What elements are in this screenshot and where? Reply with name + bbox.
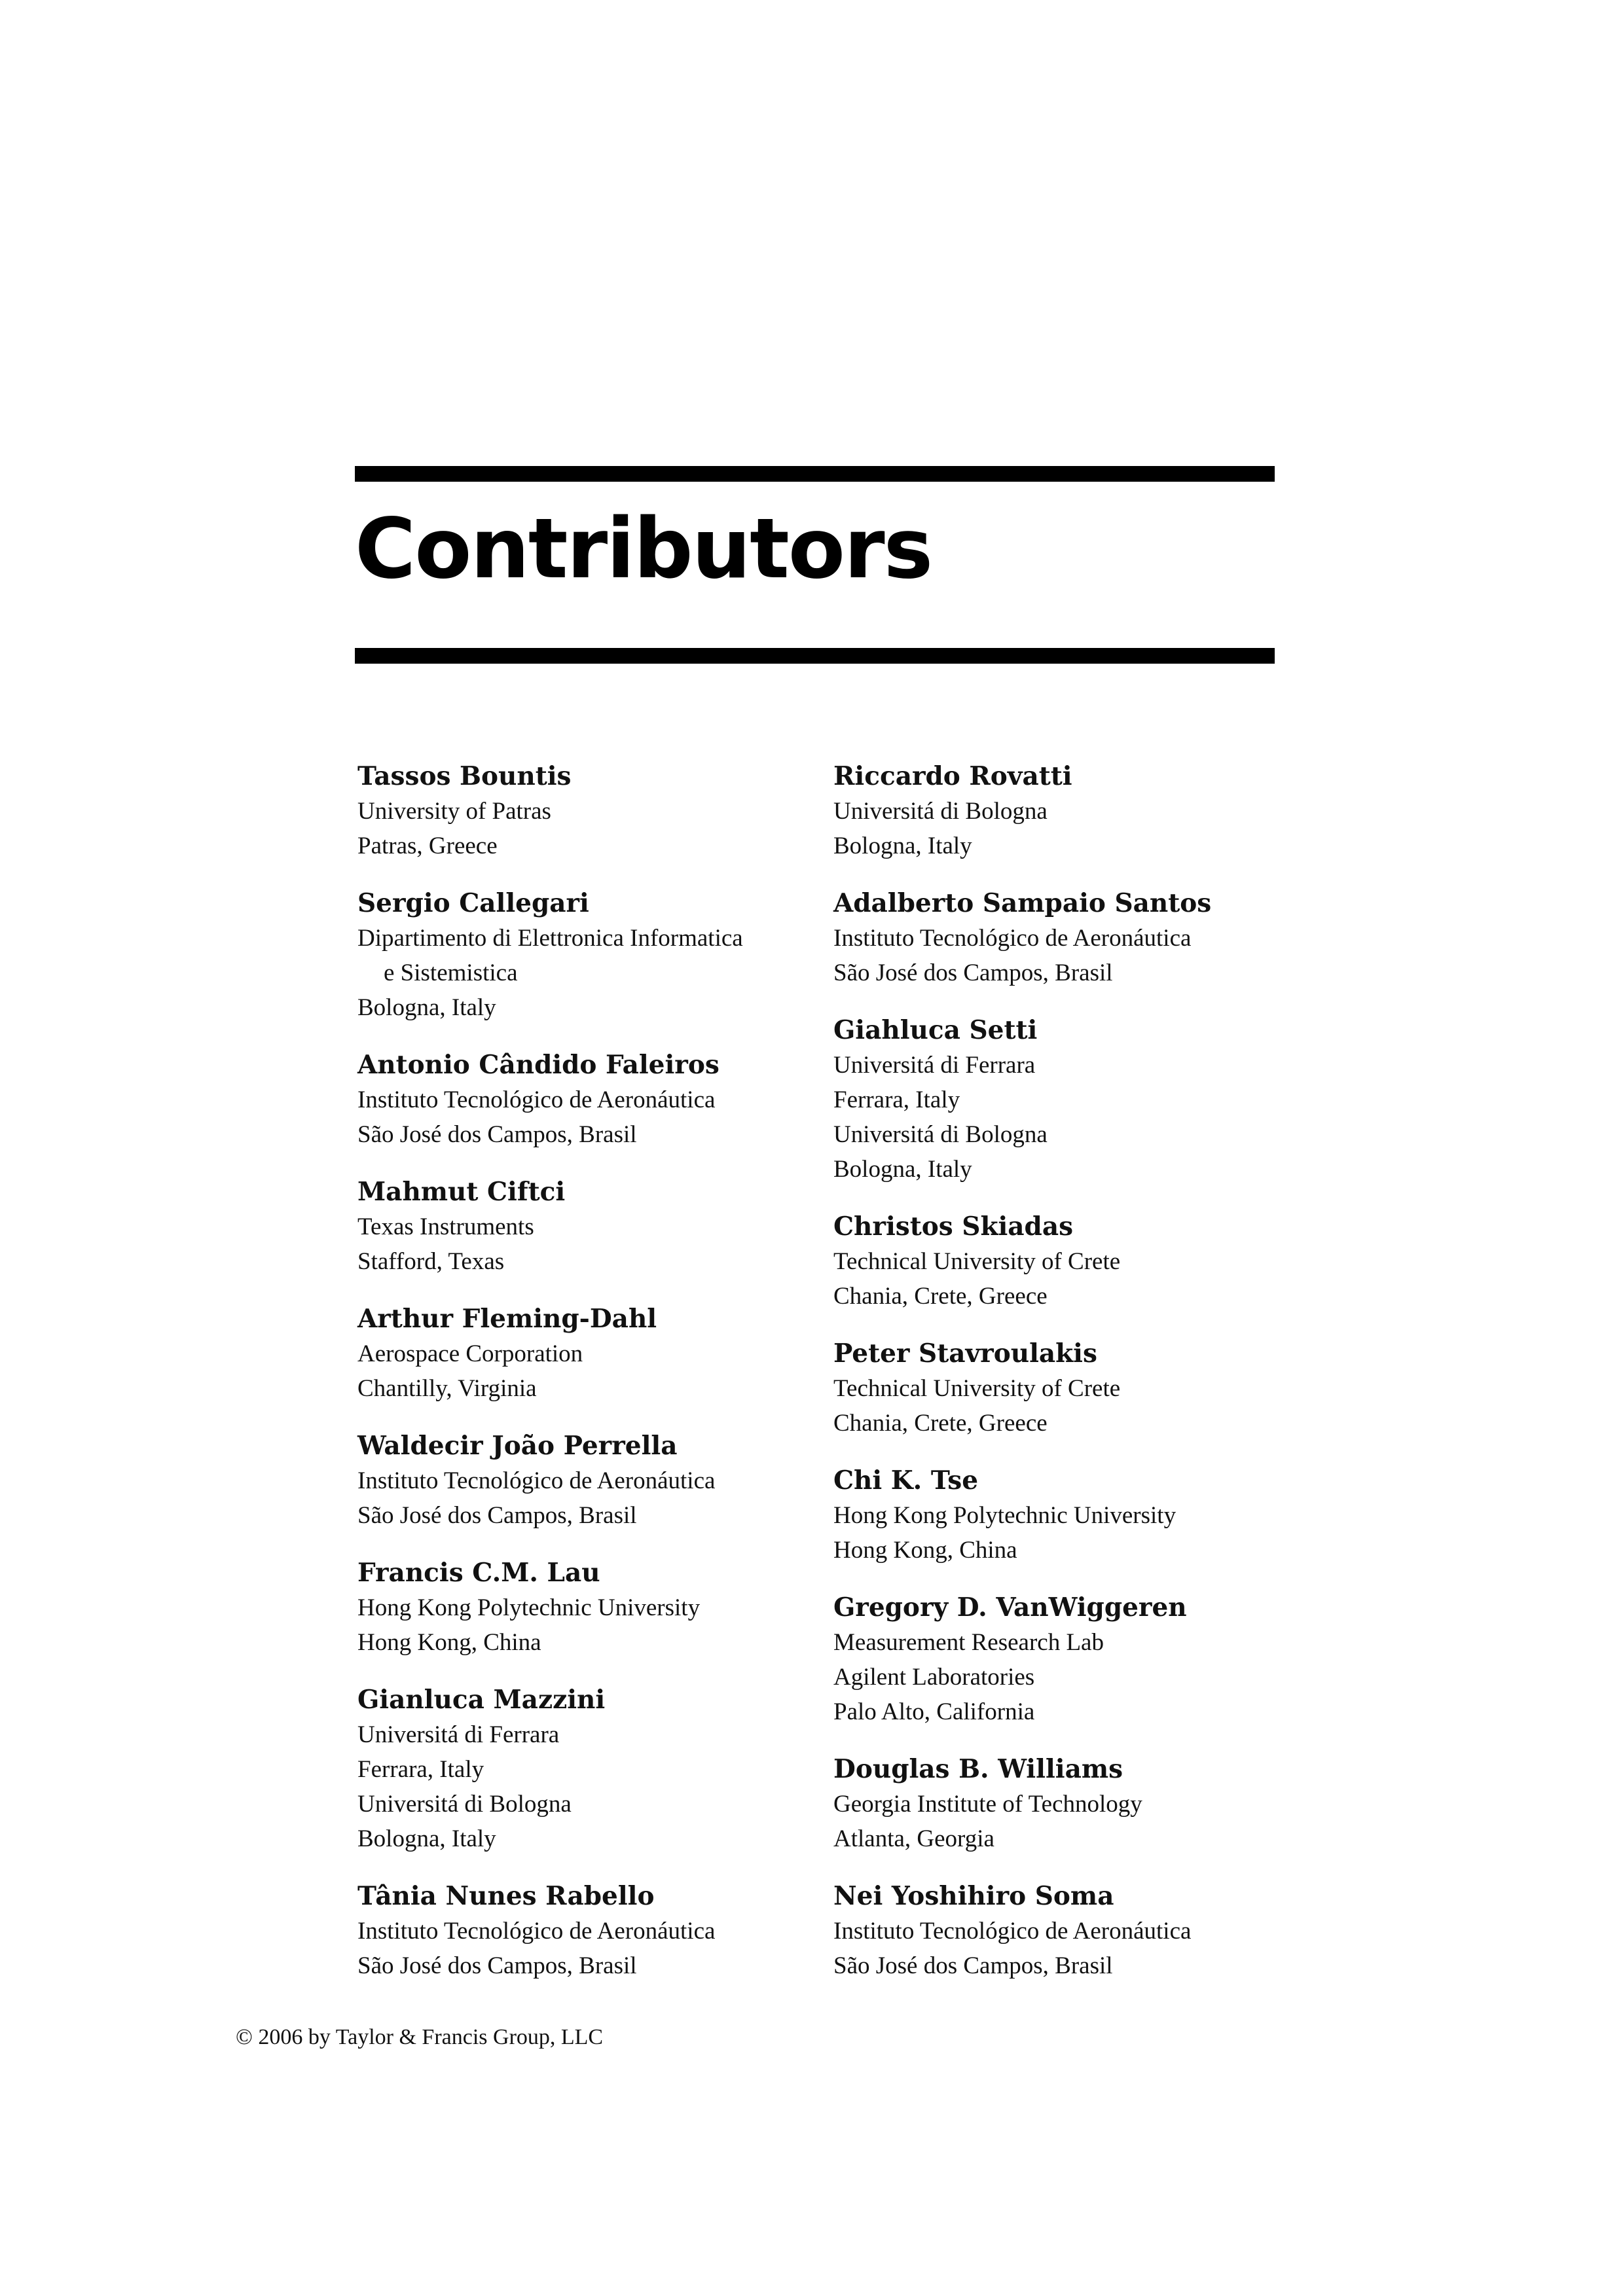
contributor-affiliation: Hong Kong Polytechnic University [357, 1594, 701, 1621]
contributor-entry [833, 886, 1318, 990]
contributor-name: Douglas B. Williams [833, 1754, 1123, 1784]
contributor-affiliation: e Sistemistica [384, 960, 518, 986]
contributor-name: Tassos Bountis [357, 761, 572, 791]
contributor-entry [833, 1752, 1318, 1856]
contributor-location: Bologna, Italy [357, 1825, 496, 1852]
contributor-name: Peter Stavroulakis [833, 1338, 1097, 1369]
contributor-affiliation: Instituto Tecnológico de Aeronáutica [833, 925, 1192, 952]
contributor-entry [357, 1879, 842, 1983]
contributor-location: Hong Kong, China [833, 1537, 1017, 1564]
contributor-affiliation: Technical University of Crete [833, 1248, 1121, 1275]
contributor-name: Francis C.M. Lau [357, 1558, 600, 1588]
contributor-location: Bologna, Italy [357, 994, 496, 1021]
contributors-column-left [357, 759, 842, 2006]
contributor-affiliation: Universitá di Bologna [833, 1121, 1048, 1148]
contributor-name: Nei Yoshihiro Soma [833, 1881, 1114, 1911]
contributor-name: Antonio Cândido Faleiros [357, 1050, 720, 1080]
contributor-entry [833, 759, 1318, 863]
contributor-entry [357, 1048, 842, 1152]
contributor-location: Chania, Crete, Greece [833, 1283, 1048, 1310]
contributor-name: Gregory D. VanWiggeren [833, 1592, 1187, 1623]
contributor-name: Mahmut Ciftci [357, 1177, 566, 1207]
page-title: Contributors [355, 500, 932, 597]
contributor-affiliation: Instituto Tecnológico de Aeronáutica [357, 1467, 716, 1494]
contributor-entry [833, 1336, 1318, 1441]
contributor-affiliation: University of Patras [357, 798, 551, 825]
contributor-location: Ferrara, Italy [357, 1756, 484, 1783]
contributor-location: Hong Kong, China [357, 1629, 541, 1656]
contributor-location: Patras, Greece [357, 833, 498, 859]
contributor-entry [833, 1879, 1318, 1983]
contributor-location: Ferrara, Italy [833, 1086, 960, 1113]
contributor-entry [357, 1429, 842, 1533]
contributor-affiliation: Technical University of Crete [833, 1375, 1121, 1402]
contributor-affiliation: Measurement Research Lab [833, 1629, 1104, 1656]
contributor-entry [357, 759, 842, 863]
contributor-affiliation: Universitá di Bologna [357, 1791, 572, 1818]
contributor-location: Chantilly, Virginia [357, 1375, 537, 1402]
contributor-name: Arthur Fleming-Dahl [357, 1304, 657, 1334]
contributor-location: Atlanta, Georgia [833, 1825, 994, 1852]
contributor-entry [357, 1683, 842, 1856]
contributor-name: Tânia Nunes Rabello [357, 1881, 655, 1911]
contributor-location: São José dos Campos, Brasil [833, 960, 1113, 986]
contributor-entry [357, 1556, 842, 1660]
contributor-location: Stafford, Texas [357, 1248, 505, 1275]
contributor-affiliation: Universitá di Ferrara [833, 1052, 1036, 1079]
contributor-entry [357, 886, 842, 1025]
contributor-location: São José dos Campos, Brasil [357, 1121, 637, 1148]
contributor-affiliation: Hong Kong Polytechnic University [833, 1502, 1176, 1529]
contributor-name: Gianluca Mazzini [357, 1685, 606, 1715]
contributor-affiliation: Instituto Tecnológico de Aeronáutica [833, 1918, 1192, 1945]
title-rule-top [355, 466, 1275, 482]
contributor-name: Giahluca Setti [833, 1015, 1038, 1045]
contributor-entry [833, 1463, 1318, 1568]
contributor-location: Bologna, Italy [833, 1156, 972, 1183]
contributor-affiliation: Georgia Institute of Technology [833, 1791, 1142, 1818]
contributor-entry [833, 1210, 1318, 1314]
contributor-affiliation: Dipartimento di Elettronica Informatica [357, 925, 743, 952]
contributor-name: Riccardo Rovatti [833, 761, 1072, 791]
contributor-affiliation: Instituto Tecnológico de Aeronáutica [357, 1086, 716, 1113]
contributor-location: Bologna, Italy [833, 833, 972, 859]
contributor-affiliation: Agilent Laboratories [833, 1664, 1035, 1691]
contributor-entry [833, 1590, 1318, 1729]
contributor-name: Adalberto Sampaio Santos [833, 888, 1212, 918]
contributor-affiliation: Texas Instruments [357, 1213, 534, 1240]
contributor-affiliation: Universitá di Ferrara [357, 1721, 560, 1748]
contributor-name: Sergio Callegari [357, 888, 589, 918]
contributor-affiliation: Instituto Tecnológico de Aeronáutica [357, 1918, 716, 1945]
contributor-location: São José dos Campos, Brasil [357, 1502, 637, 1529]
contributor-affiliation: Universitá di Bologna [833, 798, 1048, 825]
contributor-location: São José dos Campos, Brasil [833, 1952, 1113, 1979]
contributor-location: Palo Alto, California [833, 1698, 1035, 1725]
contributor-location: Chania, Crete, Greece [833, 1410, 1048, 1437]
contributor-entry [357, 1302, 842, 1406]
title-rule-bottom [355, 648, 1275, 664]
contributor-entry [357, 1175, 842, 1279]
contributor-affiliation: Aerospace Corporation [357, 1340, 583, 1367]
contributor-name: Chi K. Tse [833, 1465, 979, 1496]
contributor-entry [833, 1013, 1318, 1187]
contributors-column-right [833, 759, 1318, 2006]
contributor-name: Waldecir João Perrella [357, 1431, 678, 1461]
contributor-location: São José dos Campos, Brasil [357, 1952, 637, 1979]
contributor-name: Christos Skiadas [833, 1211, 1074, 1242]
copyright-notice: © 2006 by Taylor & Francis Group, LLC [236, 2025, 604, 2049]
